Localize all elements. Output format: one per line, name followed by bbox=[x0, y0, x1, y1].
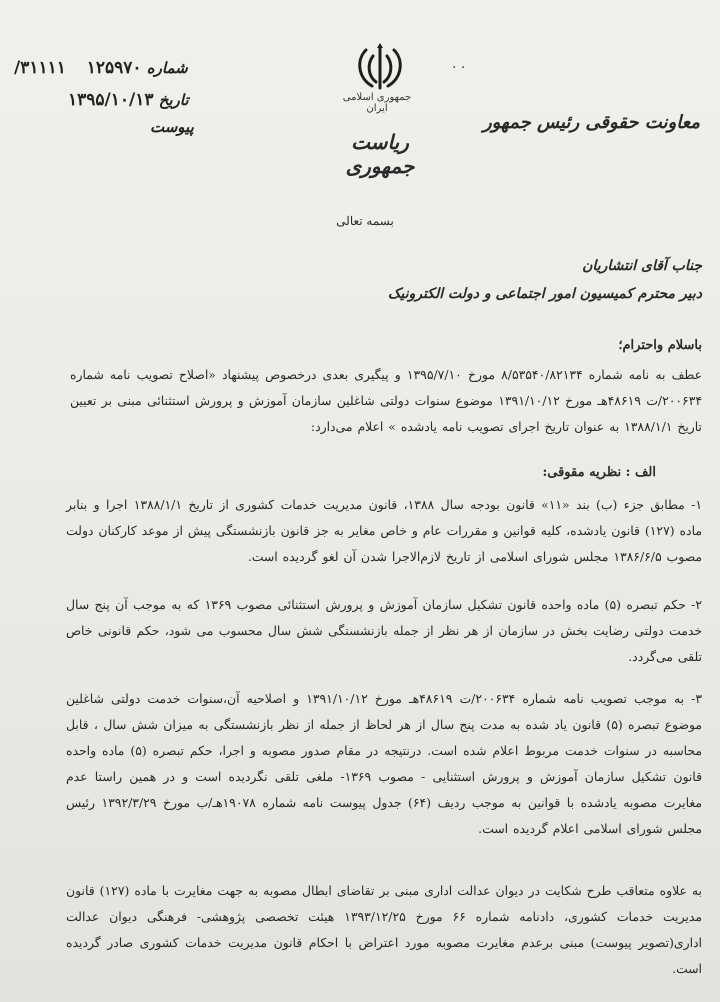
date-label: تاریخ bbox=[158, 91, 189, 109]
item-4: به علاوه متعاقب طرح شکایت در دیوان عدالت اداری مبنی بر تقاضای ابطال مصوبه به جهت مغایرت با ماده (۱۲۷) قانون مدیریت خدمات کشوری، دادنامه شماره ۶۶ مورخ ۱۳۹۳/۱۲/۲۵ هیئت تخصصی پژوهشی- فرهنگی دیوان عدالت اداری(تصویر پیوست) مبنی برعدم مغایرت مصوبه مورد اعتراض با احکام قانون مدیریت خدمات کشوری صادر گردیده است. bbox=[66, 883, 702, 976]
bismillah: بسمه تعالی bbox=[336, 214, 394, 228]
number-value: ۱۲۵۹۷۰ bbox=[86, 58, 142, 78]
emblem-caption: جمهوری اسلامی ایران bbox=[342, 92, 412, 114]
section-heading: الف : نظریه مقوقی: bbox=[542, 465, 656, 480]
item-3: ۳- به موجب تصویب نامه شماره ۲۰۰۶۳۴/ت ۴۸۶۱۹هـ مورخ ۱۳۹۱/۱۰/۱۲ و اصلاحیه آن،سنوات خدمت دولتی شاغلین موضوع تبصره (۵) قانون یاد شده به مدت پنج سال از هر لحاظ از جمله از نظر بازنشستگی به میزان شش سال ، قابل محاسبه در سنوات خدمت مربوط اعلام شده است. درنتیجه در مقام صدور مصوبه و اجرا، حکم تبصره (۵) ماده واحده قانون تشکیل سازمان آموزش و پرورش استثنایی - مصوب ۱۳۶۹- ملغی تلقی نگردیده است و در همین راستا عدم مغایرت مصوبه یادشده با قوانین به موجب ردیف (۶۴) جدول پیوست نامه شماره ۱۹۰۷۸هـ/ب مورخ ۱۳۹۲/۳/۲۹ رئیس مجلس شورای اسلامی اعلام گردیده است. bbox=[66, 691, 703, 836]
presidency-title: ریاست جمهوری bbox=[345, 130, 415, 178]
letter-number bbox=[14, 58, 188, 78]
dots: . . bbox=[452, 56, 466, 72]
intro-paragraph: عطف به نامه شماره ۸/۵۳۵۴۰/۸۲۱۳۴ مورخ ۱۳۹۵/۷/۱۰ و پیگیری بعدی درخصوص پیشنهاد «اصلاح تصویب نامه شماره ۲۰۰۶۳۴/ت ۴۸۶۱۹هـ مورخ ۱۳۹۱/۱۰/۱۲ موضوع سنوات دولتی شاغلین سازمان آموزش و پرورش استثنائی مبنی بر تعیین تاریخ ۱۳۸۸/۱/۱ به عنوان تاریخ اجرای تصویب نامه یادشده » اعلام می‌دارد: bbox=[70, 367, 703, 434]
salutation: باسلام واحترام؛ bbox=[618, 338, 702, 353]
number-extra: ۳۱۱۱۱/ bbox=[14, 58, 66, 78]
deputy-title: معاونت حقوقی رئیس جمهور bbox=[482, 112, 700, 133]
iran-emblem-icon bbox=[352, 42, 408, 92]
number-label: شماره bbox=[146, 59, 188, 77]
attachment-label: پیوست bbox=[150, 118, 194, 136]
addressee-title: دبیر محترم کمیسیون امور اجتماعی و دولت الکترونیک bbox=[387, 286, 702, 302]
date-value: ۱۳۹۵/۱۰/۱۳ bbox=[68, 90, 154, 110]
letter-date bbox=[68, 90, 189, 110]
item-2: ۲- حکم تبصره (۵) ماده واحده قانون تشکیل سازمان آموزش و پرورش استثنائی مصوب ۱۳۶۹ که به موجب آن پنج سال خدمت دولتی رضایت بخش در سازمان از هر نظر از جمله بازنشستگی شش سال محسوب می شود، حکم قانونی خاص تلقی می‌گردد. bbox=[66, 597, 702, 664]
letter-attachment bbox=[150, 118, 194, 136]
addressee-name: جناب آقای انتشاریان bbox=[582, 258, 702, 274]
item-1: ۱- مطابق جزء (ب) بند «۱۱» قانون بودجه سال ۱۳۸۸، قانون مدیریت خدمات کشوری از تاریخ ۱۳۸۸/۱/۱ اجرا و بنابر ماده (۱۲۷) قانون یادشده، کلیه قوانین و مقررات عام و خاص مغایر به جز قانون بازنشستگی پیش از موعد کارکنان دولت مصوب ۱۳۸۶/۶/۵ مجلس شورای اسلامی از تاریخ لازم‌الاجرا شدن آن لغو گردیده است. bbox=[66, 497, 702, 564]
